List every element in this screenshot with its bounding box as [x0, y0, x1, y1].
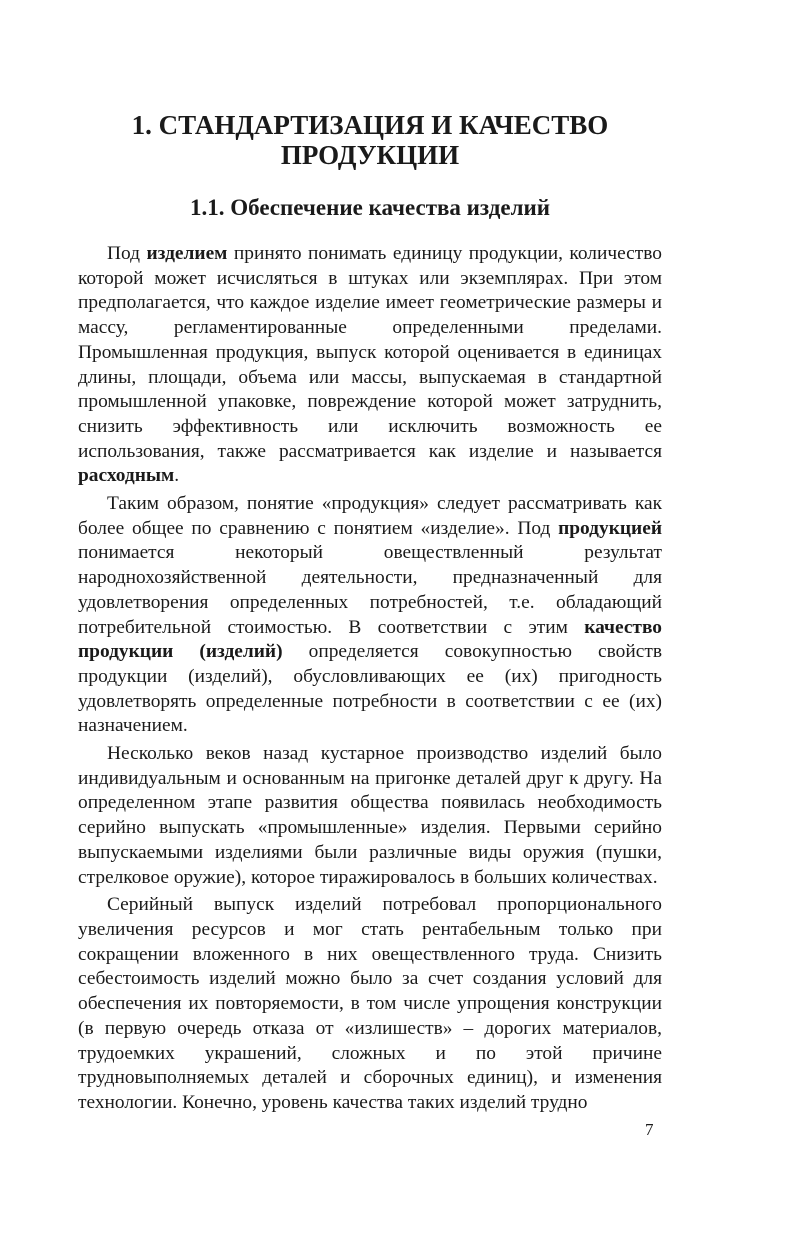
chapter-title: [78, 110, 662, 170]
paragraph-2-text-b: понимается некоторый овеществленный результат народнохозяйственной деятельности, предназначенный для удовлетворения определенных потребностей, т.е. обладающий потребительной стоимостью. В соответствии с этим: [78, 542, 662, 638]
paragraph-3: Несколько веков назад кустарное производство изделий было индивидуальным и основанным на пригонке деталей друг к другу. На определенном этапе развития общества появилась необходимость серийно выпускать «промышленные» изделия. Первыми серийно выпускаемыми изделиями были различные виды оружия (пушки, стрелковое оружие), которое тиражировалось в больших количествах.: [78, 743, 662, 888]
term-raskhodnym: расходным: [78, 465, 175, 487]
page-number: 7: [645, 1120, 654, 1139]
term-izdeliem: изделием: [146, 243, 228, 264]
paragraph-1-text-a: Под: [107, 243, 147, 264]
chapter-title-line-1: 1. СТАНДАРТИЗАЦИЯ И КАЧЕСТВО: [131, 110, 609, 140]
term-produktsiey: продукцией: [558, 517, 662, 539]
term-kachestvo-produktsii: качество продукции (изделий): [78, 616, 662, 663]
paragraph-1: [78, 242, 662, 489]
paragraph-2-text-c: определяется совокупностью свойств продукции (изделий), обусловливающих ее (их) пригодность удовлетворять определенные потребности в соответствии с ее (их) назначением.: [78, 641, 662, 737]
paragraph-1-text-c: .: [174, 465, 180, 487]
paragraph-4: Серийный выпуск изделий потребовал пропорционального увеличения ресурсов и мог стать рентабельным только при сокращении вложенного в них овеществленного труда. Снизить себестоимость изделий можно было за счет создания условий для обеспечения их повторяемости, в том числе упрощения конструкции (в первую очередь отказа от «излишеств» – дорогих материалов, трудоемких украшений, сложных и по этой причине трудновыполняемых деталей и сборочных единиц), и изменения технологии. Конечно, уровень качества таких изделий трудно: [78, 894, 662, 1113]
paragraph-2-text-a: Таким образом, понятие «продукция» следует рассматривать как более общее по сравнению с понятием «изделие». Под: [78, 493, 662, 539]
section-title: 1.1. Обеспечение качества изделий: [189, 195, 550, 220]
paragraph-1-text-b: принято понимать единицу продукции, количество которой может исчисляться в штуках или экземплярах. При этом предполагается, что каждое изделие имеет геометрические размеры и массу, регламентированные определенными пределами. Промышленная продукция, выпуск которой оценивается в единицах длины, площади, объема или массы, выпускаемая в стандартной промышленной упаковке, повреждение которой может затруднить, снизить эффективность или исключить возможность ее использования, также рассматривается как изделие и называется: [78, 243, 662, 462]
chapter-title-line-2: ПРОДУКЦИИ: [280, 140, 460, 170]
paragraph-2: [78, 492, 662, 739]
page-content: [78, 100, 662, 1119]
